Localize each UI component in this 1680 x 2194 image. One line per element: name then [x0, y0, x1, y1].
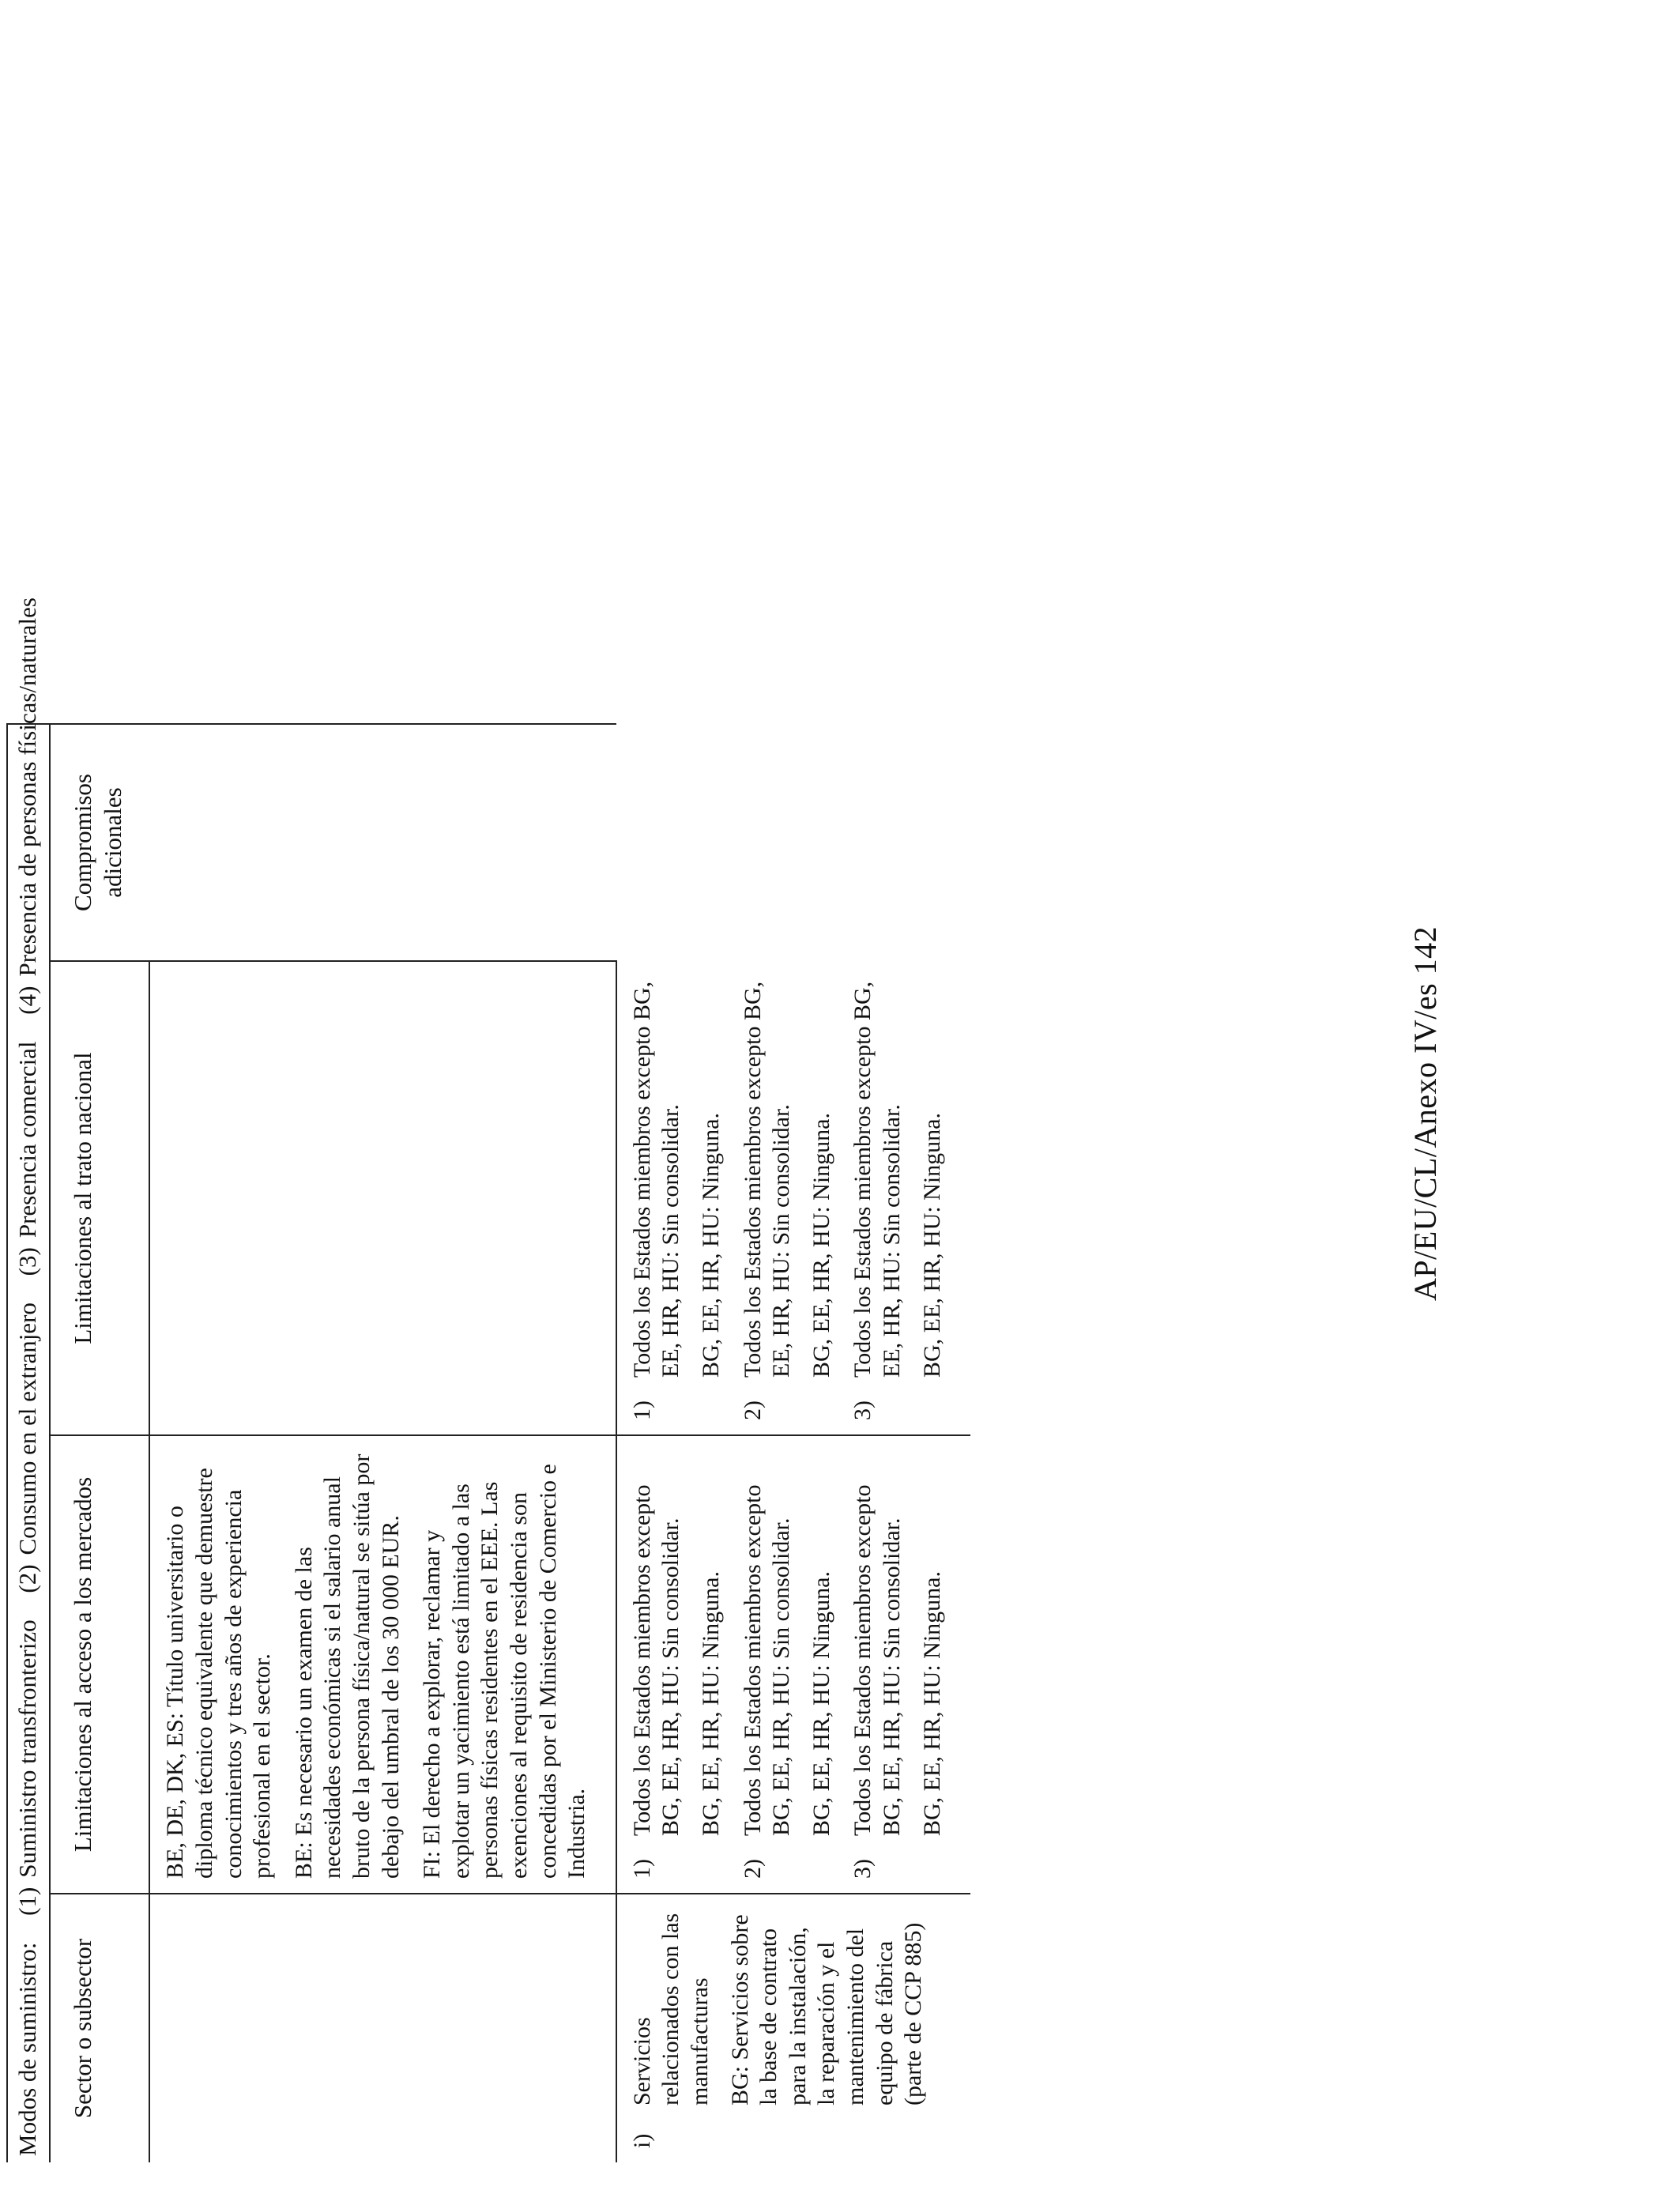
- row1-additional-cell: [149, 724, 616, 961]
- nt-mode-item: 3) Todos los Estados miembros excepto BG, EE, HR, HU: Sin consolidar.: [849, 981, 905, 1420]
- sector-item: [628, 1909, 715, 2148]
- ma-mode-item: 3) Todos los Estados miembros excepto BG, EE, HR, HU: Sin consolidar.: [849, 1484, 905, 1879]
- mode-1: (1)Suministro transfronterizo: [13, 1619, 41, 1916]
- row2-sector-cell: [616, 1894, 970, 2162]
- supply-modes-cell: [7, 598, 50, 2162]
- supply-modes-row: [7, 44, 50, 2162]
- ma-mode-item: 1) Todos los Estados miembros excepto BG, EE, HR, HU: Sin consolidar.: [628, 1484, 684, 1879]
- header-additional-commitments: Compromisos adicionales: [50, 724, 150, 961]
- header-row: [50, 44, 150, 2162]
- row1-national-treatment-cell: [149, 961, 616, 1435]
- modes-label: Modos de suministro:: [13, 1942, 41, 2156]
- header-national-treatment: Limitaciones al trato nacional: [50, 961, 150, 1435]
- ma-mode-exception: BG, EE, HR, HU: Ninguna.: [918, 1571, 945, 1836]
- row2-additional-cell: [616, 724, 970, 961]
- ma-mode-exception: BG, EE, HR, HU: Ninguna.: [808, 1571, 834, 1836]
- header-market-access: Limitaciones al acceso a los mercados: [50, 1435, 150, 1894]
- row2-national-treatment-cell: [616, 961, 970, 1435]
- row1-market-access-cell: [149, 1435, 616, 1894]
- commitments-table-block: [6, 44, 970, 2162]
- nt-mode-item: 1) Todos los Estados miembros excepto BG, EE, HR, HU: Sin consolidar.: [628, 981, 684, 1420]
- sector-note: BG: Servicios sobre la base de contrato para la instalación, la reparación y el mantenimiento del equipo de fábrica (parte de CCP 885): [726, 1914, 927, 2105]
- ma-mode-exception: BG, EE, HR, HU: Ninguna.: [697, 1571, 724, 1836]
- row1-ma-paragraph: FI: El derecho a explorar, reclamar y explotar un yacimiento está limitado a las personas físicas residentes en el EEE. Las exenciones al requisito de residencia son concedidas por el Ministerio de Comercio e Industria.: [419, 1464, 590, 1879]
- row1-sector-cell: [149, 1894, 616, 2162]
- mode-3: (3)Presencia comercial: [13, 1041, 41, 1276]
- row2-market-access-cell: [616, 1435, 970, 1894]
- table-row: [616, 44, 970, 2162]
- sector-item-title: Servicios relacionados con las manufacturas: [628, 1913, 713, 2105]
- commitments-table: [6, 44, 970, 2162]
- sector-item-number: i): [628, 2133, 655, 2148]
- nt-mode-exception: BG, EE, HR, HU: Ninguna.: [918, 1113, 945, 1378]
- table-row: [149, 44, 616, 2162]
- nt-mode-item: 2) Todos los Estados miembros excepto BG, EE, HR, HU: Sin consolidar.: [739, 981, 795, 1420]
- mode-4: (4)Presencia de personas físicas/naturales: [13, 598, 41, 1015]
- nt-mode-exception: BG, EE, HR, HU: Ninguna.: [697, 1113, 724, 1378]
- header-sector: Sector o subsector: [50, 1894, 150, 2162]
- mode-2: (2)Consumo en el extranjero: [13, 1302, 41, 1593]
- ma-mode-item: 2) Todos los Estados miembros excepto BG, EE, HR, HU: Sin consolidar.: [739, 1484, 795, 1879]
- row1-ma-paragraph: BE, DE, DK, ES: Título universitario o diploma técnico equivalente que demuestre conocimientos y tres años de experiencia profesional en el sector.: [162, 1468, 276, 1879]
- row1-ma-paragraph: BE: Es necesario un examen de las necesidades económicas si el salario anual bruto de la persona física/natural se sitúa por debajo del umbral de los 30 000 EUR.: [290, 1453, 404, 1879]
- page-footer: AP/EU/CL/Anexo IV/es 142: [1407, 925, 1443, 1301]
- nt-mode-exception: BG, EE, HR, HU: Ninguna.: [808, 1113, 834, 1378]
